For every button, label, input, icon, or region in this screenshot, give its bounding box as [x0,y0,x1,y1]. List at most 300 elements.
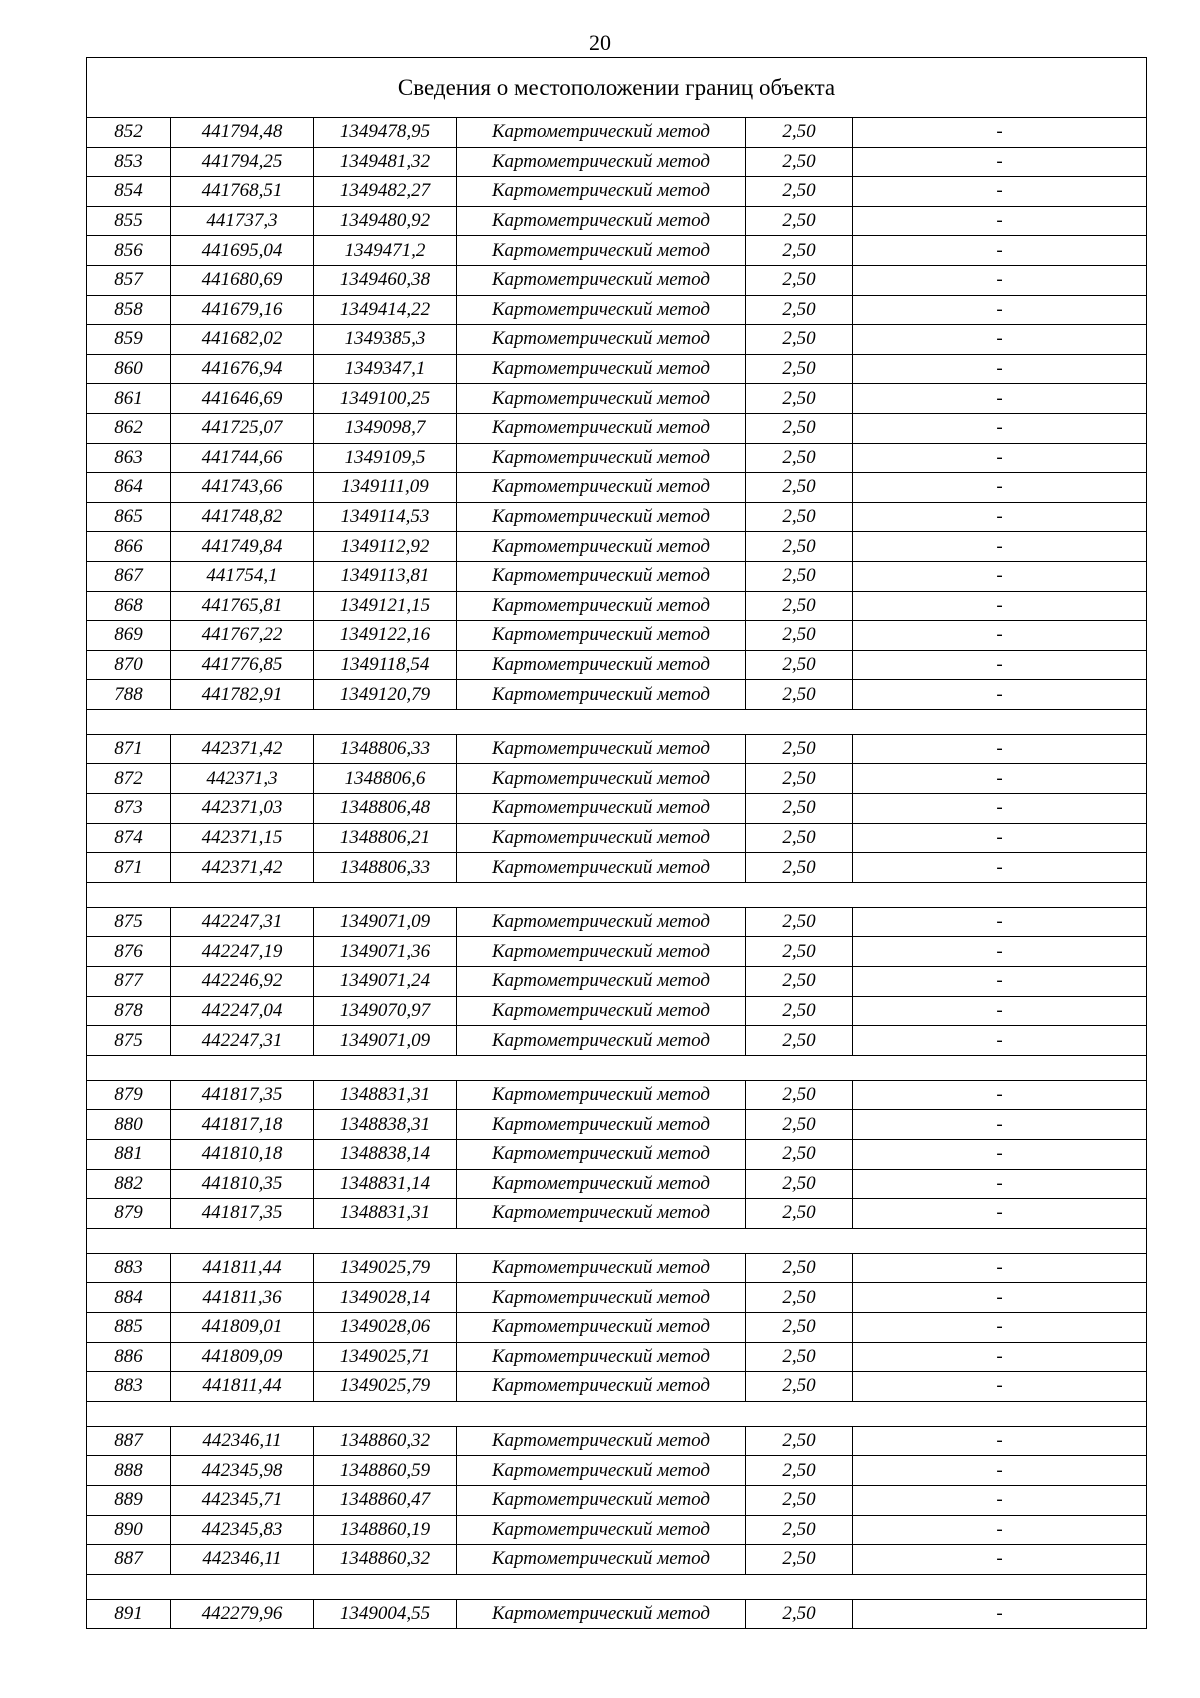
table-row [87,177,1147,207]
description-cell: - [853,967,1147,997]
description-cell: - [853,532,1147,562]
description-cell: - [853,1312,1147,1342]
description-cell: - [853,1515,1147,1545]
table-row [87,147,1147,177]
method-cell: Картометрический метод [457,764,746,794]
x-coordinate-cell: 441810,35 [171,1169,314,1199]
point-number-cell: 875 [87,907,171,937]
table-row [87,680,1147,710]
table-row [87,1110,1147,1140]
x-coordinate-cell: 441810,18 [171,1140,314,1170]
description-cell: - [853,1026,1147,1056]
precision-cell: 2,50 [746,1312,853,1342]
method-cell: Картометрический метод [457,1026,746,1056]
precision-cell: 2,50 [746,794,853,824]
method-cell: Картометрический метод [457,561,746,591]
precision-cell: 2,50 [746,591,853,621]
contour-separator-cell [87,1401,1147,1426]
method-cell: Картометрический метод [457,413,746,443]
method-cell: Картометрический метод [457,1312,746,1342]
x-coordinate-cell: 442345,98 [171,1456,314,1486]
point-number-cell: 871 [87,853,171,883]
point-number-cell: 884 [87,1283,171,1313]
point-number-cell: 879 [87,1080,171,1110]
method-cell: Картометрический метод [457,1110,746,1140]
contour-separator-row [87,709,1147,734]
description-cell: - [853,1342,1147,1372]
point-number-cell: 861 [87,384,171,414]
table-row [87,413,1147,443]
method-cell: Картометрический метод [457,384,746,414]
precision-cell: 2,50 [746,413,853,443]
table-row [87,532,1147,562]
point-number-cell: 862 [87,413,171,443]
precision-cell: 2,50 [746,996,853,1026]
method-cell: Картометрический метод [457,1169,746,1199]
table-row [87,118,1147,148]
method-cell: Картометрический метод [457,823,746,853]
table-row [87,823,1147,853]
y-coordinate-cell: 1349070,97 [314,996,457,1026]
precision-cell: 2,50 [746,1515,853,1545]
x-coordinate-cell: 441817,35 [171,1199,314,1229]
point-number-cell: 874 [87,823,171,853]
table-row [87,325,1147,355]
y-coordinate-cell: 1349112,92 [314,532,457,562]
x-coordinate-cell: 442247,19 [171,937,314,967]
point-number-cell: 883 [87,1372,171,1402]
table-row [87,1283,1147,1313]
x-coordinate-cell: 441794,48 [171,118,314,148]
table-row [87,1485,1147,1515]
y-coordinate-cell: 1348860,32 [314,1426,457,1456]
y-coordinate-cell: 1348806,33 [314,853,457,883]
contour-separator-cell [87,709,1147,734]
x-coordinate-cell: 442247,04 [171,996,314,1026]
contour-separator-row [87,882,1147,907]
point-number-cell: 865 [87,502,171,532]
point-number-cell: 871 [87,734,171,764]
table-row [87,621,1147,651]
description-cell: - [853,147,1147,177]
y-coordinate-cell: 1349025,79 [314,1253,457,1283]
table-row [87,1456,1147,1486]
method-cell: Картометрический метод [457,325,746,355]
precision-cell: 2,50 [746,1372,853,1402]
description-cell: - [853,1545,1147,1575]
x-coordinate-cell: 441811,36 [171,1283,314,1313]
description-cell: - [853,937,1147,967]
precision-cell: 2,50 [746,734,853,764]
method-cell: Картометрический метод [457,1140,746,1170]
y-coordinate-cell: 1349114,53 [314,502,457,532]
table-row [87,1253,1147,1283]
y-coordinate-cell: 1349347,1 [314,354,457,384]
point-number-cell: 867 [87,561,171,591]
y-coordinate-cell: 1349071,24 [314,967,457,997]
method-cell: Картометрический метод [457,621,746,651]
precision-cell: 2,50 [746,1253,853,1283]
x-coordinate-cell: 441743,66 [171,473,314,503]
description-cell: - [853,236,1147,266]
precision-cell: 2,50 [746,532,853,562]
table-row [87,907,1147,937]
x-coordinate-cell: 442345,83 [171,1515,314,1545]
method-cell: Картометрический метод [457,473,746,503]
point-number-cell: 869 [87,621,171,651]
x-coordinate-cell: 441676,94 [171,354,314,384]
description-cell: - [853,1283,1147,1313]
description-cell: - [853,1426,1147,1456]
point-number-cell: 885 [87,1312,171,1342]
table-row [87,591,1147,621]
point-number-cell: 859 [87,325,171,355]
x-coordinate-cell: 441817,18 [171,1110,314,1140]
precision-cell: 2,50 [746,502,853,532]
description-cell: - [853,413,1147,443]
x-coordinate-cell: 442247,31 [171,907,314,937]
method-cell: Картометрический метод [457,147,746,177]
x-coordinate-cell: 441725,07 [171,413,314,443]
description-cell: - [853,325,1147,355]
description-cell: - [853,794,1147,824]
precision-cell: 2,50 [746,354,853,384]
precision-cell: 2,50 [746,1426,853,1456]
table-row [87,354,1147,384]
x-coordinate-cell: 441776,85 [171,650,314,680]
x-coordinate-cell: 441680,69 [171,265,314,295]
method-cell: Картометрический метод [457,118,746,148]
method-cell: Картометрический метод [457,1545,746,1575]
method-cell: Картометрический метод [457,1599,746,1629]
contour-separator-cell [87,1574,1147,1599]
method-cell: Картометрический метод [457,937,746,967]
point-number-cell: 856 [87,236,171,266]
y-coordinate-cell: 1349478,95 [314,118,457,148]
point-number-cell: 863 [87,443,171,473]
precision-cell: 2,50 [746,147,853,177]
precision-cell: 2,50 [746,384,853,414]
description-cell: - [853,650,1147,680]
x-coordinate-cell: 441682,02 [171,325,314,355]
table-row [87,502,1147,532]
boundary-table-container [86,57,1146,1629]
y-coordinate-cell: 1349481,32 [314,147,457,177]
method-cell: Картометрический метод [457,1283,746,1313]
point-number-cell: 855 [87,206,171,236]
method-cell: Картометрический метод [457,265,746,295]
precision-cell: 2,50 [746,1599,853,1629]
precision-cell: 2,50 [746,236,853,266]
x-coordinate-cell: 441811,44 [171,1372,314,1402]
method-cell: Картометрический метод [457,177,746,207]
y-coordinate-cell: 1349414,22 [314,295,457,325]
description-cell: - [853,1140,1147,1170]
y-coordinate-cell: 1349471,2 [314,236,457,266]
table-row [87,265,1147,295]
contour-separator-cell [87,1228,1147,1253]
description-cell: - [853,177,1147,207]
table-caption-row [87,58,1147,118]
point-number-cell: 866 [87,532,171,562]
y-coordinate-cell: 1349480,92 [314,206,457,236]
x-coordinate-cell: 442247,31 [171,1026,314,1056]
point-number-cell: 888 [87,1456,171,1486]
table-row [87,1426,1147,1456]
table-title: Сведения о местоположении границ объекта [87,58,1147,118]
description-cell: - [853,295,1147,325]
y-coordinate-cell: 1349118,54 [314,650,457,680]
x-coordinate-cell: 442371,03 [171,794,314,824]
table-row [87,206,1147,236]
y-coordinate-cell: 1349482,27 [314,177,457,207]
x-coordinate-cell: 442346,11 [171,1426,314,1456]
precision-cell: 2,50 [746,764,853,794]
x-coordinate-cell: 442346,11 [171,1545,314,1575]
precision-cell: 2,50 [746,1140,853,1170]
point-number-cell: 864 [87,473,171,503]
y-coordinate-cell: 1349071,09 [314,907,457,937]
precision-cell: 2,50 [746,118,853,148]
x-coordinate-cell: 441749,84 [171,532,314,562]
point-number-cell: 878 [87,996,171,1026]
method-cell: Картометрический метод [457,650,746,680]
y-coordinate-cell: 1349460,38 [314,265,457,295]
description-cell: - [853,907,1147,937]
precision-cell: 2,50 [746,561,853,591]
description-cell: - [853,265,1147,295]
precision-cell: 2,50 [746,1485,853,1515]
table-row [87,1342,1147,1372]
point-number-cell: 880 [87,1110,171,1140]
x-coordinate-cell: 441782,91 [171,680,314,710]
table-row [87,1169,1147,1199]
y-coordinate-cell: 1348838,31 [314,1110,457,1140]
x-coordinate-cell: 441754,1 [171,561,314,591]
point-number-cell: 788 [87,680,171,710]
table-row [87,1080,1147,1110]
point-number-cell: 886 [87,1342,171,1372]
point-number-cell: 872 [87,764,171,794]
x-coordinate-cell: 441809,01 [171,1312,314,1342]
description-cell: - [853,1456,1147,1486]
description-cell: - [853,591,1147,621]
method-cell: Картометрический метод [457,1199,746,1229]
method-cell: Картометрический метод [457,853,746,883]
y-coordinate-cell: 1349098,7 [314,413,457,443]
x-coordinate-cell: 441767,22 [171,621,314,651]
table-row [87,1312,1147,1342]
x-coordinate-cell: 442371,3 [171,764,314,794]
point-number-cell: 877 [87,967,171,997]
point-number-cell: 870 [87,650,171,680]
description-cell: - [853,1110,1147,1140]
description-cell: - [853,1169,1147,1199]
method-cell: Картометрический метод [457,591,746,621]
y-coordinate-cell: 1349111,09 [314,473,457,503]
table-row [87,443,1147,473]
method-cell: Картометрический метод [457,907,746,937]
y-coordinate-cell: 1348806,6 [314,764,457,794]
precision-cell: 2,50 [746,853,853,883]
description-cell: - [853,680,1147,710]
method-cell: Картометрический метод [457,354,746,384]
y-coordinate-cell: 1349100,25 [314,384,457,414]
x-coordinate-cell: 442246,92 [171,967,314,997]
point-number-cell: 857 [87,265,171,295]
precision-cell: 2,50 [746,325,853,355]
x-coordinate-cell: 441679,16 [171,295,314,325]
table-row [87,473,1147,503]
table-row [87,650,1147,680]
description-cell: - [853,502,1147,532]
y-coordinate-cell: 1349004,55 [314,1599,457,1629]
method-cell: Картометрический метод [457,794,746,824]
precision-cell: 2,50 [746,937,853,967]
description-cell: - [853,384,1147,414]
x-coordinate-cell: 442345,71 [171,1485,314,1515]
precision-cell: 2,50 [746,1545,853,1575]
x-coordinate-cell: 441768,51 [171,177,314,207]
point-number-cell: 868 [87,591,171,621]
x-coordinate-cell: 442371,15 [171,823,314,853]
table-row [87,794,1147,824]
description-cell: - [853,1485,1147,1515]
point-number-cell: 887 [87,1545,171,1575]
point-number-cell: 873 [87,794,171,824]
precision-cell: 2,50 [746,1080,853,1110]
y-coordinate-cell: 1349025,79 [314,1372,457,1402]
point-number-cell: 883 [87,1253,171,1283]
description-cell: - [853,621,1147,651]
description-cell: - [853,206,1147,236]
description-cell: - [853,443,1147,473]
method-cell: Картометрический метод [457,734,746,764]
description-cell: - [853,1080,1147,1110]
description-cell: - [853,764,1147,794]
x-coordinate-cell: 441794,25 [171,147,314,177]
description-cell: - [853,473,1147,503]
y-coordinate-cell: 1348860,59 [314,1456,457,1486]
precision-cell: 2,50 [746,177,853,207]
precision-cell: 2,50 [746,1342,853,1372]
table-row [87,1140,1147,1170]
y-coordinate-cell: 1349025,71 [314,1342,457,1372]
description-cell: - [853,354,1147,384]
method-cell: Картометрический метод [457,680,746,710]
table-row [87,1199,1147,1229]
table-row [87,1545,1147,1575]
point-number-cell: 887 [87,1426,171,1456]
table-body [87,58,1147,1629]
description-cell: - [853,1253,1147,1283]
method-cell: Картометрический метод [457,1372,746,1402]
method-cell: Картометрический метод [457,1515,746,1545]
description-cell: - [853,823,1147,853]
precision-cell: 2,50 [746,1283,853,1313]
table-row [87,1515,1147,1545]
precision-cell: 2,50 [746,907,853,937]
table-row [87,967,1147,997]
y-coordinate-cell: 1348806,21 [314,823,457,853]
precision-cell: 2,50 [746,650,853,680]
description-cell: - [853,1372,1147,1402]
method-cell: Картометрический метод [457,1485,746,1515]
y-coordinate-cell: 1349028,14 [314,1283,457,1313]
x-coordinate-cell: 442279,96 [171,1599,314,1629]
y-coordinate-cell: 1349113,81 [314,561,457,591]
y-coordinate-cell: 1349109,5 [314,443,457,473]
table-row [87,937,1147,967]
contour-separator-row [87,1228,1147,1253]
precision-cell: 2,50 [746,621,853,651]
precision-cell: 2,50 [746,206,853,236]
method-cell: Картометрический метод [457,1342,746,1372]
x-coordinate-cell: 441817,35 [171,1080,314,1110]
y-coordinate-cell: 1349071,09 [314,1026,457,1056]
precision-cell: 2,50 [746,680,853,710]
x-coordinate-cell: 441695,04 [171,236,314,266]
method-cell: Картометрический метод [457,1080,746,1110]
table-row [87,853,1147,883]
table-row [87,236,1147,266]
precision-cell: 2,50 [746,1456,853,1486]
method-cell: Картометрический метод [457,443,746,473]
x-coordinate-cell: 441811,44 [171,1253,314,1283]
table-row [87,295,1147,325]
y-coordinate-cell: 1349385,3 [314,325,457,355]
point-number-cell: 858 [87,295,171,325]
description-cell: - [853,853,1147,883]
method-cell: Картометрический метод [457,295,746,325]
method-cell: Картометрический метод [457,206,746,236]
y-coordinate-cell: 1348831,14 [314,1169,457,1199]
x-coordinate-cell: 442371,42 [171,853,314,883]
contour-separator-cell [87,882,1147,907]
y-coordinate-cell: 1348860,32 [314,1545,457,1575]
x-coordinate-cell: 442371,42 [171,734,314,764]
point-number-cell: 889 [87,1485,171,1515]
y-coordinate-cell: 1348860,19 [314,1515,457,1545]
point-number-cell: 882 [87,1169,171,1199]
method-cell: Картометрический метод [457,967,746,997]
x-coordinate-cell: 441809,09 [171,1342,314,1372]
y-coordinate-cell: 1349120,79 [314,680,457,710]
point-number-cell: 891 [87,1599,171,1629]
y-coordinate-cell: 1349028,06 [314,1312,457,1342]
contour-separator-row [87,1401,1147,1426]
description-cell: - [853,734,1147,764]
description-cell: - [853,1199,1147,1229]
point-number-cell: 875 [87,1026,171,1056]
x-coordinate-cell: 441646,69 [171,384,314,414]
page-number: 20 [589,30,611,55]
x-coordinate-cell: 441737,3 [171,206,314,236]
point-number-cell: 879 [87,1199,171,1229]
precision-cell: 2,50 [746,1169,853,1199]
table-row [87,384,1147,414]
method-cell: Картометрический метод [457,996,746,1026]
precision-cell: 2,50 [746,1110,853,1140]
table-row [87,1599,1147,1629]
table-row [87,1026,1147,1056]
method-cell: Картометрический метод [457,1253,746,1283]
precision-cell: 2,50 [746,265,853,295]
y-coordinate-cell: 1348831,31 [314,1199,457,1229]
description-cell: - [853,561,1147,591]
description-cell: - [853,996,1147,1026]
y-coordinate-cell: 1348806,48 [314,794,457,824]
